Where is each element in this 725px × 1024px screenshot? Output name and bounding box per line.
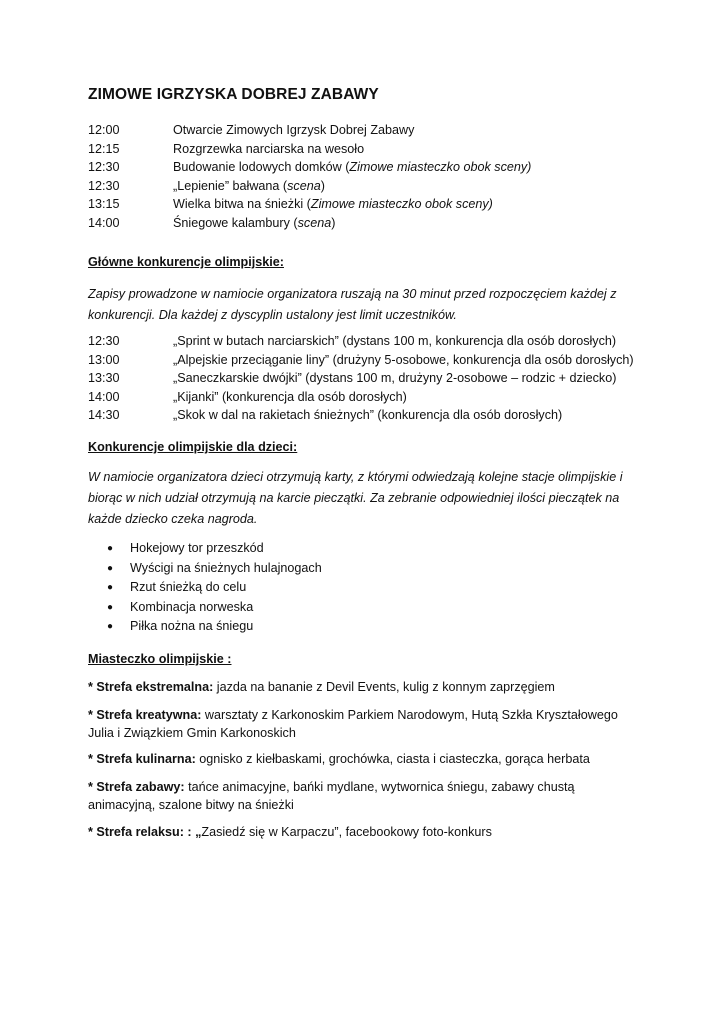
schedule-list xyxy=(88,121,648,233)
competition-row xyxy=(88,351,648,370)
page-title: ZIMOWE IGRZYSKA DOBREJ ZABAWY xyxy=(88,86,379,103)
competition-time: 14:30 xyxy=(88,408,120,423)
competition-row xyxy=(88,406,648,425)
schedule-row xyxy=(88,195,648,214)
competition-time: 13:00 xyxy=(88,352,120,367)
competition-row xyxy=(88,388,648,407)
schedule-time: 13:15 xyxy=(88,197,120,212)
zone-culinary: * Strefa kulinarna: ognisko z kiełbaskami, grochówka, ciasta i ciasteczka, gorąca herbata xyxy=(88,752,590,766)
schedule-time: 12:30 xyxy=(88,178,120,193)
zone-fun: * Strefa zabawy: tańce animacyjne, bańki mydlane, wytwornica śniegu, zabawy chustą animacyjną, szalone bitwy na śnieżki xyxy=(88,780,575,812)
kids-competitions-note: W namiocie organizatora dzieci otrzymują karty, z którymi odwiedzają kolejne stacje olimpijskie i biorąc w nich udział otrzymują na karcie pieczątki. Za zebranie odpowiedniej ilości pieczątek na każde dziecko czeka nagroda. xyxy=(88,470,623,526)
schedule-text: Otwarcie Zimowych Igrzysk Dobrej Zabawy xyxy=(173,123,415,137)
schedule-row xyxy=(88,140,648,159)
schedule-row xyxy=(88,158,648,177)
schedule-text: „Lepienie” bałwana (scena) xyxy=(173,178,325,193)
competition-text: „Skok w dal na rakietach śnieżnych” (konkurencja dla osób dorosłych) xyxy=(173,408,563,423)
competition-time: 14:00 xyxy=(88,389,120,404)
schedule-row xyxy=(88,214,648,233)
village-heading: Miasteczko olimpijskie : xyxy=(88,652,232,666)
competition-text: „Saneczkarskie dwójki” (dystans 100 m, drużyny 2-osobowe – rodzic + dziecko) xyxy=(173,371,617,386)
main-competitions-heading: Główne konkurencje olimpijskie: xyxy=(88,255,284,269)
competition-text: „Kijanki” (konkurencja dla osób dorosłych) xyxy=(173,389,407,404)
competition-text: „Alpejskie przeciąganie liny” (drużyny 5-osobowe, konkurencja dla osób dorosłych) xyxy=(173,352,634,367)
bullet-icon: ● xyxy=(107,543,114,554)
schedule-text: Budowanie lodowych domków (Zimowe miasteczko obok sceny) xyxy=(173,160,532,175)
bullet-icon: ● xyxy=(107,562,114,574)
schedule-time: 12:15 xyxy=(88,141,120,156)
zone-relax: * Strefa relaksu: : „Zasiedź się w Karpaczu”, facebookowy foto-konkurs xyxy=(88,825,492,839)
zone-creative: * Strefa kreatywna: warsztaty z Karkonoskim Parkiem Narodowym, Hutą Szkła Kryształowego Julia i Związkiem Gmin Karkonoskich xyxy=(88,708,618,740)
schedule-text: Wielka bitwa na śnieżki (Zimowe miasteczko obok sceny) xyxy=(173,197,493,212)
competition-time: 13:30 xyxy=(88,371,120,386)
competition-time: 12:30 xyxy=(88,334,120,348)
kids-competitions-heading: Konkurencje olimpijskie dla dzieci: xyxy=(88,440,298,454)
schedule-time: 12:30 xyxy=(88,160,120,175)
schedule-row xyxy=(88,177,648,196)
schedule-time: 12:00 xyxy=(88,123,120,137)
competition-text: „Sprint w butach narciarskich” (dystans 100 m, konkurencja dla osób dorosłych) xyxy=(173,334,617,348)
schedule-row xyxy=(88,121,648,140)
competition-row xyxy=(88,332,648,351)
competition-row xyxy=(88,369,648,388)
main-competitions-note: Zapisy prowadzone w namiocie organizatora ruszają na 30 minut przed rozpoczęciem każdej z konkurencji. Dla każdej z dyscyplin ustalony jest limit uczestników. xyxy=(88,287,617,322)
schedule-text: Rozgrzewka narciarska na wesoło xyxy=(173,141,365,156)
zone-extreme: * Strefa ekstremalna: jazda na bananie z Devil Events, kulig z konnym zaprzęgiem xyxy=(88,680,555,694)
bullet-icon: ● xyxy=(107,621,114,633)
schedule-text: Śniegowe kalambury (scena) xyxy=(173,215,336,230)
bullet-icon: ● xyxy=(107,582,114,594)
bullet-icon: ● xyxy=(107,601,114,613)
main-competitions-list xyxy=(88,332,648,425)
schedule-time: 14:00 xyxy=(88,215,120,230)
